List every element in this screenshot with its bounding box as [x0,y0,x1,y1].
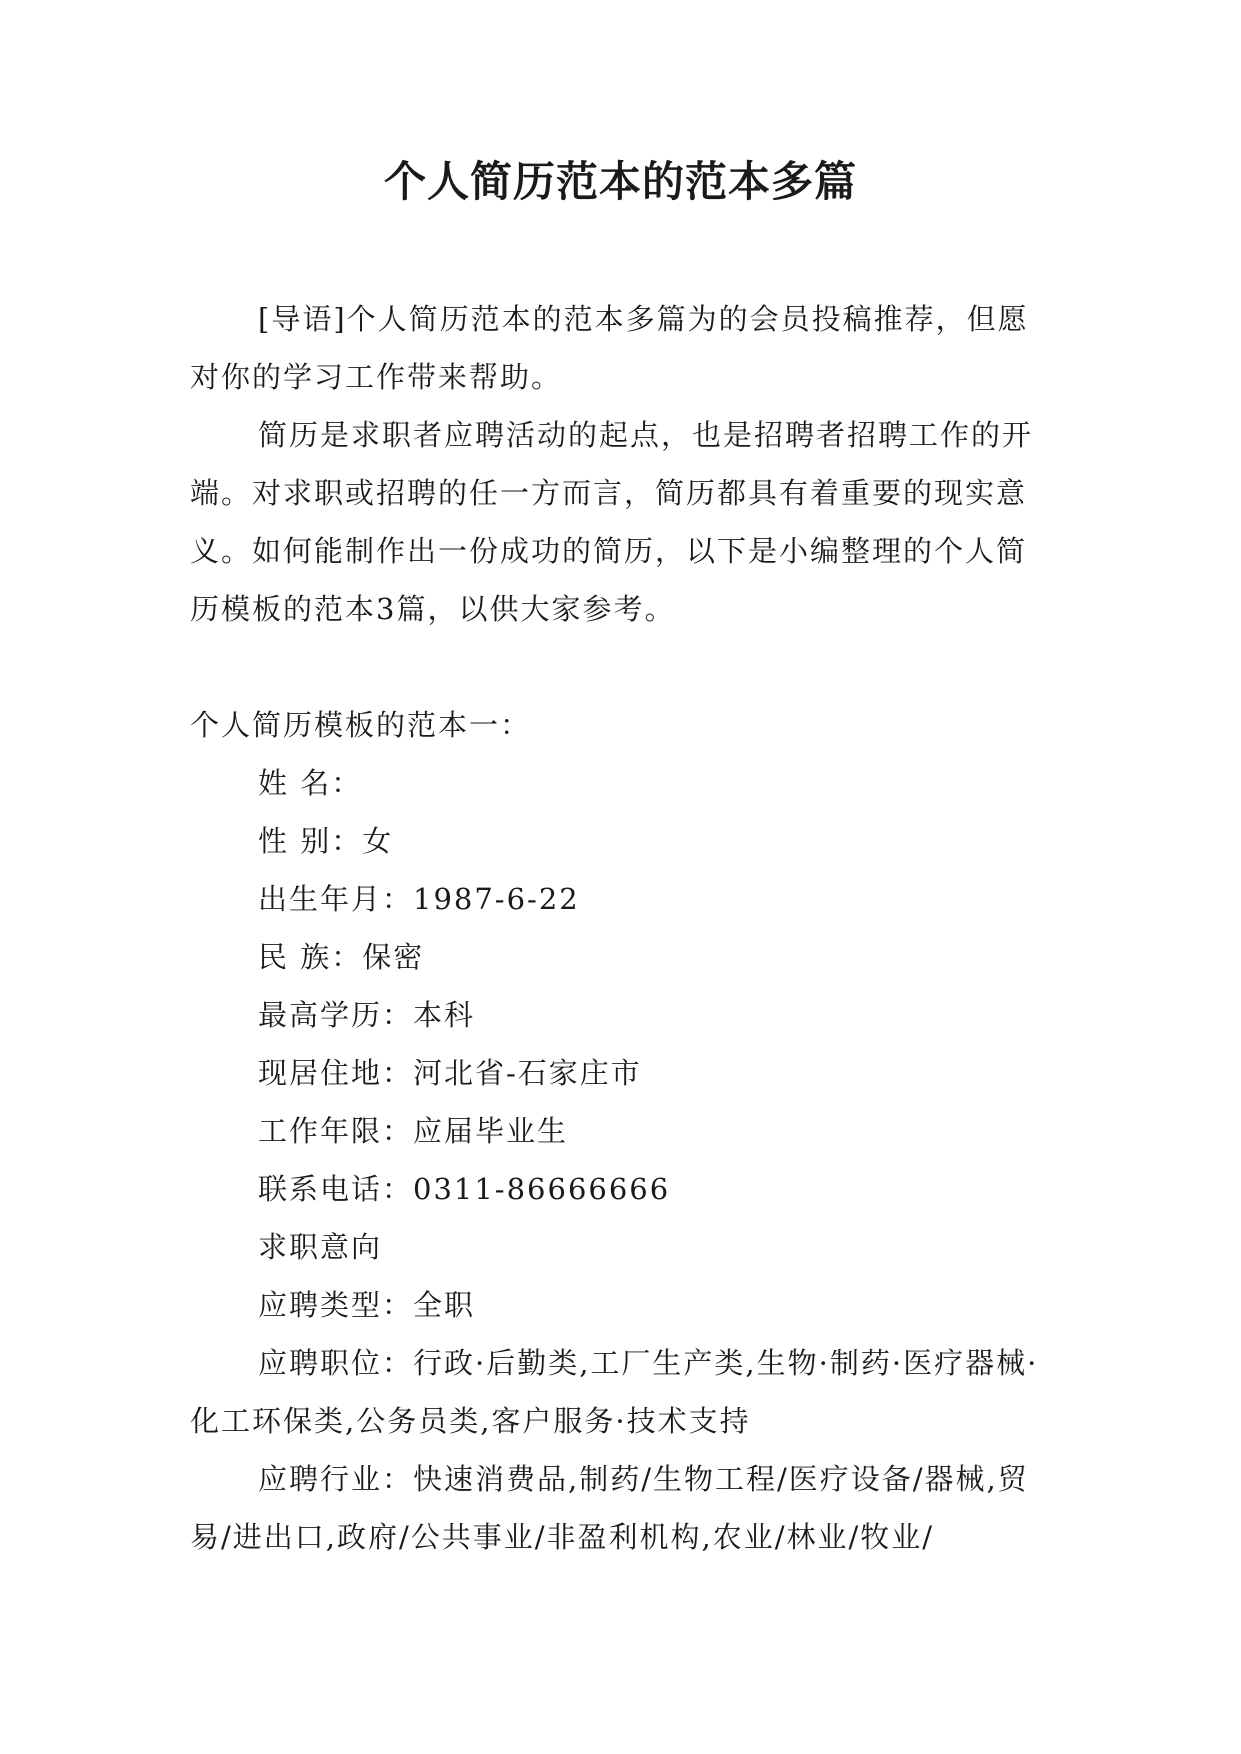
field-job-type: 应聘类型：全职 [258,1288,476,1322]
field-education: 最高学历：本科 [258,998,476,1032]
section-title: 个人简历模板的范本一： [190,708,532,742]
field-job-industry: 应聘行业：快速消费品,制药/生物工程/医疗设备/器械,贸易/进出口,政府/公共事业/非盈利机构,农业/林业/牧业/ [190,1462,1029,1554]
field-residence: 现居住地：河北省-石家庄市 [258,1056,642,1090]
document-title: 个人简历范本的范本多篇 [383,157,857,206]
intro-paragraph: 简历是求职者应聘活动的起点，也是招聘者招聘工作的开端。对求职或招聘的任一方而言，简历都具有着重要的现实意义。如何能制作出一份成功的简历，以下是小编整理的个人简历模板的范本3篇，以供大家参考。 [190,418,1034,626]
field-birth-date: 出生年月：1987-6-22 [258,882,580,916]
paragraph-spacer [190,638,1052,696]
field-phone: 联系电话：0311-86666666 [258,1172,671,1206]
field-gender: 性 别：女 [258,824,394,858]
intro-paragraph: [导语]个人简历范本的范本多篇为的会员投稿推荐，但愿对你的学习工作带来帮助。 [190,302,1029,394]
field-name: 姓 名： [258,766,363,800]
field-work-years: 工作年限：应届毕业生 [258,1114,569,1148]
document-body [190,290,1052,1566]
field-job-position: 应聘职位：行政·后勤类,工厂生产类,生物·制药·医疗器械·化工环保类,公务员类,客户服务·技术支持 [190,1346,1039,1438]
field-job-intention: 求职意向 [258,1230,383,1264]
field-ethnicity: 民 族：保密 [258,940,425,974]
